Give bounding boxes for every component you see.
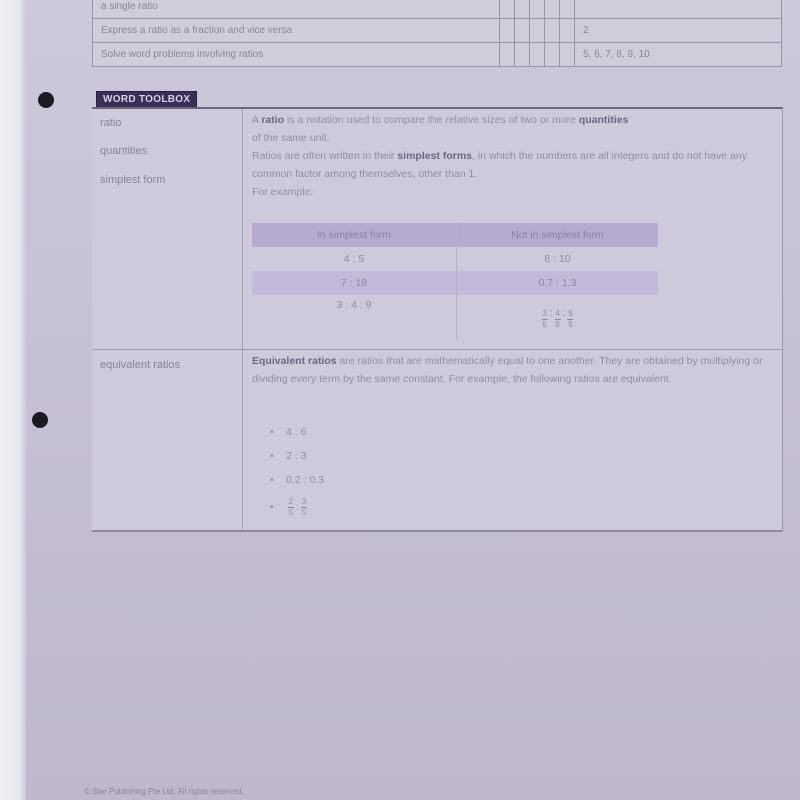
list-item: • 0.2 : 0.3 xyxy=(270,474,324,486)
table-row xyxy=(93,0,782,19)
check-cell[interactable] xyxy=(545,0,560,19)
check-cell[interactable] xyxy=(530,0,545,19)
table-cell: 8 : 10 xyxy=(544,253,571,265)
binder-hole xyxy=(32,412,48,428)
table-row xyxy=(252,271,658,295)
fraction: $\frac{2}{5}$ xyxy=(288,496,294,517)
check-cell[interactable] xyxy=(515,0,530,19)
objective-cell: a single ratio xyxy=(93,0,500,19)
terms-column xyxy=(92,109,243,530)
questions-cell xyxy=(575,0,782,19)
check-cell[interactable] xyxy=(560,19,575,43)
term-quantities: quantities xyxy=(100,145,148,157)
column-header: In simplest form xyxy=(252,223,457,247)
column-header: Not in simplest form xyxy=(457,223,659,247)
fraction: $\frac{3}{5}$ xyxy=(301,496,307,517)
table-row xyxy=(252,247,658,271)
fraction: $\frac{4}{5}$ xyxy=(555,308,560,329)
binder-hole xyxy=(38,92,54,108)
check-cell[interactable] xyxy=(500,0,515,19)
check-cell[interactable] xyxy=(560,43,575,67)
equivalent-ratios-list xyxy=(270,420,324,522)
list-item: • $\frac{2}{5}$ : $\frac{3}{5}$ xyxy=(270,496,307,517)
check-cell[interactable] xyxy=(560,0,575,19)
copyright-footer: © Star Publishing Pte Ltd. All rights reserved. xyxy=(84,787,244,796)
questions-cell: 2 xyxy=(575,19,782,43)
table-row xyxy=(93,19,782,43)
table-row xyxy=(252,295,658,340)
term-equivalent-ratios: equivalent ratios xyxy=(100,359,181,371)
check-cell[interactable] xyxy=(515,43,530,67)
ratio-definition: A ratio is a notation used to compare the relative sizes of two or more quantities of the same unit. Ratios are often written in their simplest forms, in which the numbers are all integers and do not have any common factor among themselves, other than 1. For example: xyxy=(252,114,747,198)
word-toolbox-label: WORD TOOLBOX xyxy=(96,91,197,109)
objective-cell: Express a ratio as a fraction and vice versa xyxy=(93,19,500,43)
objective-cell: Solve word problems involving ratios xyxy=(93,43,500,67)
table-cell: 0.7 : 1.3 xyxy=(457,271,659,295)
questions-cell: 5, 6, 7, 8, 9, 10 xyxy=(575,43,782,67)
term-simplest-form: simplest form xyxy=(100,174,166,186)
table-cell: 4 : 5 xyxy=(252,247,457,271)
equivalent-ratios-definition: Equivalent ratios are ratios that are mathematically equal to one another. They are obtained by multiplying or dividing every term by the same constant. For example, the following ratios are equivalent. xyxy=(252,355,763,385)
check-cell[interactable] xyxy=(530,43,545,67)
fraction-ratio-cell: $\frac{3}{5}$ : $\frac{4}{5}$ : $\frac{9}{5}$ xyxy=(542,306,573,329)
divider xyxy=(92,349,782,350)
check-cell[interactable] xyxy=(500,43,515,67)
check-cell[interactable] xyxy=(545,43,560,67)
fraction: $\frac{3}{5}$ xyxy=(542,308,547,329)
list-item: • 4 : 6 xyxy=(270,426,307,438)
word-toolbox xyxy=(92,107,783,532)
check-cell[interactable] xyxy=(515,19,530,43)
check-cell[interactable] xyxy=(545,19,560,43)
table-row xyxy=(93,43,782,67)
list-item: • 2 : 3 xyxy=(270,450,307,462)
check-cell[interactable] xyxy=(500,19,515,43)
fraction: $\frac{9}{5}$ xyxy=(568,308,573,329)
table-cell: 7 : 18 xyxy=(252,271,457,295)
simplest-form-example-table xyxy=(252,223,658,340)
term-ratio: ratio xyxy=(100,117,122,129)
check-cell[interactable] xyxy=(530,19,545,43)
skills-checklist-table xyxy=(92,0,782,67)
table-cell: 3 : 4 : 9 xyxy=(252,295,457,340)
